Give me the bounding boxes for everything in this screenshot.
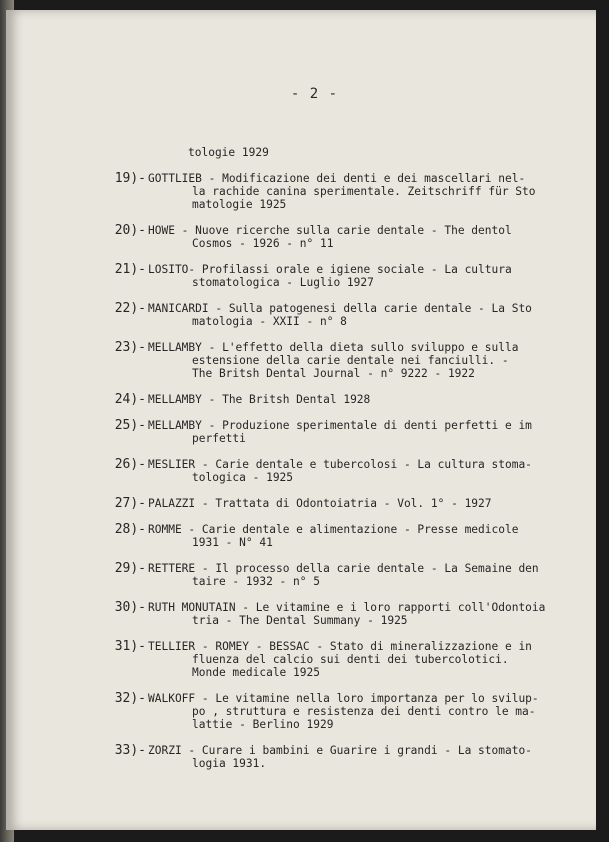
entry-text — [148, 744, 580, 770]
entry-text — [148, 692, 580, 731]
entry-line: MELLAMBY - Produzione sperimentale di denti perfetti e im — [148, 419, 532, 432]
entry-line: ROMME - Carie dentale e alimentazione - Presse medicole — [148, 523, 519, 536]
entry-number: 30)- — [114, 600, 146, 615]
bibliography-entry — [110, 393, 580, 406]
entry-text — [148, 497, 580, 510]
bibliography-entry — [110, 419, 580, 445]
entry-line: estensione della carie dentale nei fanciulli. - — [192, 354, 509, 367]
entry-line: po , struttura e resistenza dei denti contro le ma- — [192, 705, 536, 718]
bibliography-entry — [110, 224, 580, 250]
entry-number: 25)- — [114, 418, 146, 433]
entry-line: WALKOFF - Le vitamine nella loro importanza per lo svilup- — [148, 692, 539, 705]
entry-line: PALAZZI - Trattata di Odontoiatria - Vol. 1° - 1927 — [148, 497, 492, 510]
bibliography-entry — [110, 263, 580, 289]
entry-line: lattie - Berlino 1929 — [192, 718, 334, 731]
entry-line: logia 1931. — [192, 757, 267, 770]
entry-line: matologia - XXII - n° 8 — [192, 315, 347, 328]
entry-line: HOWE - Nuove ricerche sulla carie dentale - The dentol — [148, 224, 512, 237]
entry-line: tria - The Dental Summany - 1925 — [192, 614, 408, 627]
entry-line: MELLAMBY - L'effetto della dieta sullo sviluppo e sulla — [148, 341, 519, 354]
bibliography-entry — [110, 302, 580, 328]
entry-line: fluenza del calcio sui denti dei tubercolotici. — [192, 653, 509, 666]
bibliography-entry — [110, 744, 580, 770]
entry-number: 26)- — [114, 457, 146, 472]
entry-line: RUTH MONUTAIN - Le vitamine e i loro rapporti coll'Odontoia — [148, 601, 546, 614]
entry-line: la rachide canina sperimentale. Zeitschriff für Sto — [192, 185, 536, 198]
entry-line: MESLIER - Carie dentale e tubercolosi - La cultura stoma- — [148, 458, 532, 471]
bibliography-entry — [110, 497, 580, 510]
entry-text — [148, 224, 580, 250]
bibliography-entry — [110, 640, 580, 679]
entry-text — [148, 172, 580, 211]
entry-text — [148, 393, 580, 406]
entry-number: 19)- — [114, 171, 146, 186]
entry-line: ZORZI - Curare i bambini e Guarire i grandi - La stomato- — [148, 744, 532, 757]
continuation-line: tologie 1929 — [188, 146, 269, 159]
entry-line: matologie 1925 — [192, 198, 287, 211]
entry-number: 28)- — [114, 522, 146, 537]
entry-line: perfetti — [192, 432, 246, 445]
entry-line: stomatologica - Luglio 1927 — [192, 276, 374, 289]
entry-text — [148, 601, 580, 627]
entry-text — [148, 640, 580, 679]
bibliography-entry — [110, 692, 580, 731]
entry-line: Cosmos - 1926 - n° 11 — [192, 237, 334, 250]
entry-number: 21)- — [114, 262, 146, 277]
entry-text — [148, 302, 580, 328]
entry-number: 20)- — [114, 223, 146, 238]
bibliography-entry — [110, 601, 580, 627]
bibliography-entry — [110, 458, 580, 484]
entry-number: 33)- — [114, 743, 146, 758]
entry-line: taire - 1932 - n° 5 — [192, 575, 320, 588]
entry-text — [148, 523, 580, 549]
bibliography-list — [110, 146, 580, 783]
entry-number: 22)- — [114, 301, 146, 316]
bibliography-entry — [110, 172, 580, 211]
entry-line: GOTTLIEB - Modificazione dei denti e dei mascellari nel- — [148, 172, 526, 185]
entry-line: 1931 - N° 41 — [192, 536, 273, 549]
entry-text — [148, 562, 580, 588]
entry-number: 24)- — [114, 392, 146, 407]
entry-line: The Britsh Dental Journal - n° 9222 - 1922 — [192, 367, 475, 380]
entry-line: LOSITO- Profilassi orale e igiene sociale - La cultura — [148, 263, 512, 276]
entry-text — [148, 458, 580, 484]
entry-line: RETTERE - Il processo della carie dentale - La Semaine den — [148, 562, 539, 575]
entry-number: 27)- — [114, 496, 146, 511]
page-number: - 2 - — [290, 86, 339, 102]
entry-line: MELLAMBY - The Britsh Dental 1928 — [148, 393, 371, 406]
bibliography-entry — [110, 341, 580, 380]
entry-number: 29)- — [114, 561, 146, 576]
entry-line: TELLIER - ROMEY - BESSAC - Stato di mineralizzazione e in — [148, 640, 532, 653]
entry-line: MANICARDI - Sulla patogenesi della carie dentale - La Sto — [148, 302, 532, 315]
entry-number: 32)- — [114, 691, 146, 706]
entry-number: 31)- — [114, 639, 146, 654]
bibliography-entry — [110, 523, 580, 549]
entry-number: 23)- — [114, 340, 146, 355]
entry-text — [148, 263, 580, 289]
entry-line: Monde medicale 1925 — [192, 666, 320, 679]
entry-text — [148, 341, 580, 380]
entry-text — [148, 419, 580, 445]
bibliography-entry — [110, 562, 580, 588]
entry-line: tologica - 1925 — [192, 471, 294, 484]
